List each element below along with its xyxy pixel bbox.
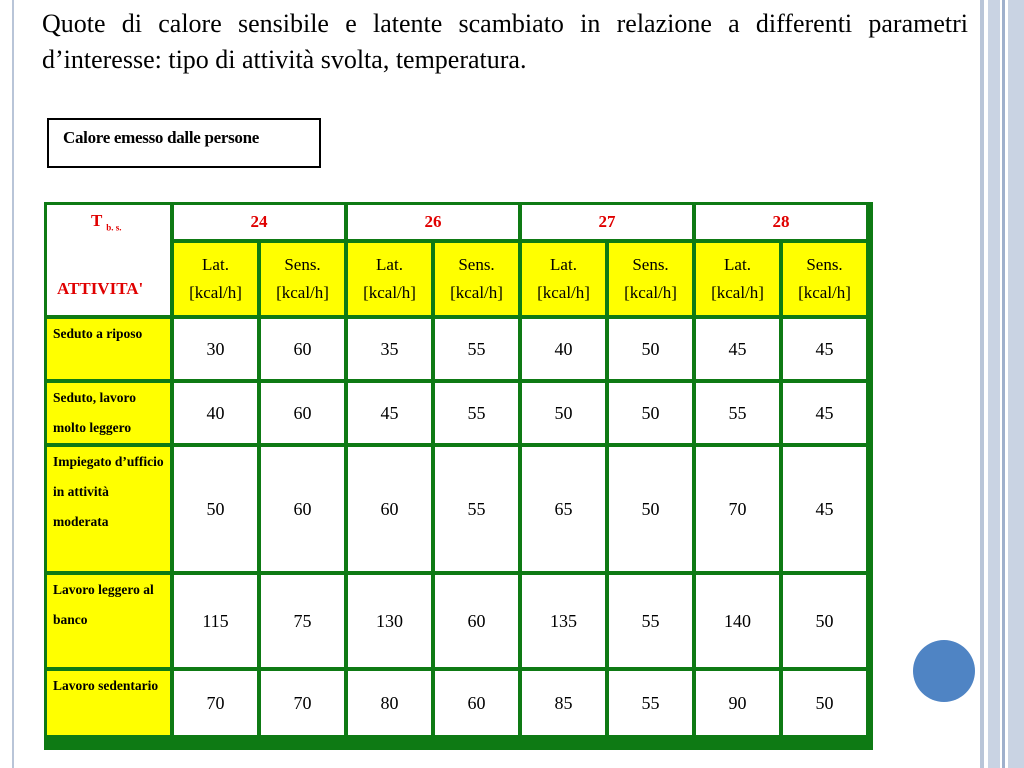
activity-cell: Lavoro sedentario — [47, 671, 170, 735]
frame-stripe — [988, 0, 1000, 768]
value-cell: 45 — [783, 383, 866, 443]
table-caption-box — [47, 118, 321, 168]
value-cell: 45 — [696, 319, 779, 379]
column-subheader-unit: [kcal/h] — [189, 283, 242, 302]
temperature-header-28: 28 — [696, 205, 866, 239]
table-row — [47, 383, 866, 443]
column-subheader-name: Lat. — [376, 255, 403, 274]
value-cell: 50 — [522, 383, 605, 443]
value-cell: 70 — [696, 447, 779, 571]
frame-stripe — [1008, 0, 1024, 768]
column-subheader-name: Lat. — [550, 255, 577, 274]
value-cell: 75 — [261, 575, 344, 667]
right-frame-band — [980, 0, 1024, 768]
value-cell: 55 — [435, 383, 518, 443]
corner-header-cell — [47, 205, 170, 315]
activity-cell: Seduto, lavoro molto leggero — [47, 383, 170, 443]
column-subheader — [174, 243, 257, 315]
value-cell: 50 — [609, 447, 692, 571]
column-subheader — [261, 243, 344, 315]
value-cell: 55 — [435, 319, 518, 379]
activity-cell: Lavoro leggero al banco — [47, 575, 170, 667]
value-cell: 60 — [261, 383, 344, 443]
column-subheader — [696, 243, 779, 315]
column-subheader — [435, 243, 518, 315]
temperature-header-26: 26 — [348, 205, 518, 239]
value-cell: 90 — [696, 671, 779, 735]
decorative-circle — [913, 640, 975, 702]
column-subheader-unit: [kcal/h] — [537, 283, 590, 302]
value-cell: 35 — [348, 319, 431, 379]
value-cell: 40 — [174, 383, 257, 443]
table-row — [47, 575, 866, 667]
table-caption: Calore emesso dalle persone — [63, 128, 260, 147]
intro-paragraph: Quote di calore sensibile e latente scambiato in relazione a differenti parametri d’interesse: tipo di attività svolta, temperatura. — [42, 9, 968, 74]
value-cell: 50 — [783, 575, 866, 667]
value-cell: 55 — [696, 383, 779, 443]
value-cell: 50 — [609, 319, 692, 379]
value-cell: 60 — [435, 575, 518, 667]
activity-cell: Seduto a riposo — [47, 319, 170, 379]
value-cell: 60 — [261, 447, 344, 571]
value-cell: 55 — [609, 671, 692, 735]
value-cell: 30 — [174, 319, 257, 379]
value-cell: 45 — [783, 319, 866, 379]
heat-emission-table — [43, 201, 870, 739]
heat-table-frame — [44, 202, 873, 750]
value-cell: 85 — [522, 671, 605, 735]
column-subheader-unit: [kcal/h] — [276, 283, 329, 302]
column-subheader — [609, 243, 692, 315]
column-subheader-unit: [kcal/h] — [711, 283, 764, 302]
column-subheader-unit: [kcal/h] — [624, 283, 677, 302]
column-subheader-name: Sens. — [632, 255, 669, 274]
value-cell: 45 — [348, 383, 431, 443]
left-frame-rule — [12, 0, 14, 768]
activity-cell: Impiegato d’ufficio in attività moderata — [47, 447, 170, 571]
table-row — [47, 319, 866, 379]
value-cell: 70 — [174, 671, 257, 735]
value-cell: 50 — [174, 447, 257, 571]
value-cell: 80 — [348, 671, 431, 735]
column-subheader — [783, 243, 866, 315]
column-subheader-unit: [kcal/h] — [363, 283, 416, 302]
value-cell: 60 — [348, 447, 431, 571]
value-cell: 115 — [174, 575, 257, 667]
value-cell: 40 — [522, 319, 605, 379]
value-cell: 70 — [261, 671, 344, 735]
column-subheader-unit: [kcal/h] — [450, 283, 503, 302]
temperature-header-24: 24 — [174, 205, 344, 239]
column-subheader-name: Lat. — [202, 255, 229, 274]
temperature-header-label: T $_{b. s.}$ — [91, 211, 122, 233]
table-row — [47, 671, 866, 735]
value-cell: 50 — [783, 671, 866, 735]
frame-stripe — [980, 0, 984, 768]
value-cell: 60 — [435, 671, 518, 735]
value-cell: 135 — [522, 575, 605, 667]
value-cell: 55 — [435, 447, 518, 571]
value-cell: 130 — [348, 575, 431, 667]
column-subheader-name: Sens. — [458, 255, 495, 274]
value-cell: 50 — [609, 383, 692, 443]
value-cell: 45 — [783, 447, 866, 571]
column-subheader-unit: [kcal/h] — [798, 283, 851, 302]
column-subheader — [348, 243, 431, 315]
column-subheader-name: Sens. — [806, 255, 843, 274]
table-row — [47, 447, 866, 571]
column-subheader — [522, 243, 605, 315]
value-cell: 65 — [522, 447, 605, 571]
column-subheader-name: Lat. — [724, 255, 751, 274]
value-cell: 55 — [609, 575, 692, 667]
column-subheader-name: Sens. — [284, 255, 321, 274]
temperature-header-27: 27 — [522, 205, 692, 239]
value-cell: 140 — [696, 575, 779, 667]
value-cell: 60 — [261, 319, 344, 379]
frame-stripe — [1002, 0, 1005, 768]
activity-header-label: ATTIVITA' — [57, 279, 144, 298]
